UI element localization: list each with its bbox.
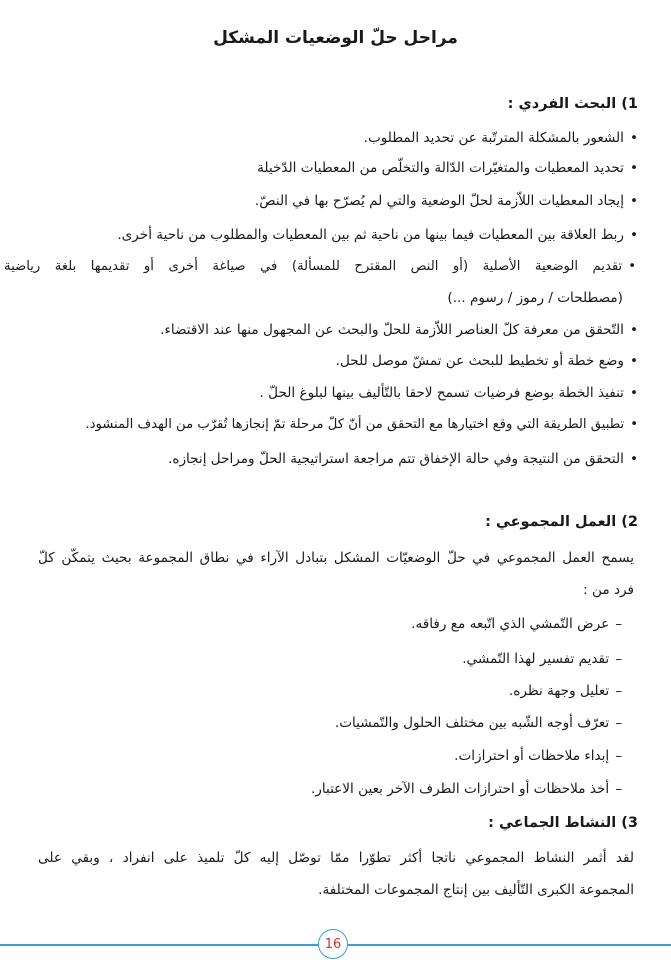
bullet-icon: • [630,417,638,432]
bullet-icon: • [628,259,636,274]
dash-list-item: –تعرّف أوجه الشّبه بين مختلف الحلول والتّمشيات. [334,715,622,731]
list-item: •وضع خطة أو تخطيط للبحث عن تمشّ موصل للحل. [335,353,638,369]
paragraph-line: فرد من : [583,582,634,598]
list-item: •التحقق من النتيجة وفي حالة الإخفاق تتم مراجعة استراتيجية الحلّ ومراحل إنجازه. [168,451,638,467]
dash-icon: – [615,715,622,731]
list-item: •الشعور بالمشكلة المترتّبة عن تحديد المطلوب. [363,130,638,146]
bullet-icon: • [629,353,638,369]
dash-list-item: –عرض التّمشي الذي اتّبعه مع رفاقه. [411,616,622,632]
paragraph-line: المجموعة الكبرى التّأليف بين إنتاج المجموعات المختلفة. [318,882,634,898]
dash-list-item: –تعليل وجهة نظره. [508,683,622,699]
list-item: •تحديد المعطيات والمتغيّرات الدّالة والتخلّص من المعطيات الدّخيلة [257,160,638,176]
list-item-continuation: (مصطلحات / رموز / رسوم ...) [447,290,623,306]
dash-icon: – [615,651,622,667]
bullet-icon: • [629,385,638,401]
dash-list-item: –أخذ ملاحظات أو احترازات الطرف الآخر بعين الاعتبار. [310,781,622,797]
list-item: •إيجاد المعطيات اللاّزمة لحلّ الوضعية والتي لم يُصرّح بها في النصّ. [254,193,638,209]
bullet-icon: • [629,160,638,176]
paragraph-line: يسمح العمل المجموعي في حلّ الوضعيّات المشكل بتبادل الآراء في نطاق المجموعة بحيث يتمكّن كلّ [38,550,634,566]
bullet-icon: • [629,193,638,209]
dash-icon: – [615,781,622,797]
dash-icon: – [615,748,622,764]
list-item: •تقديم الوضعية الأصلية (أو النص المقترح للمسألة) في صياغة أخرى أو تقديمها بلغة رياضية [4,257,636,277]
bullet-icon: • [629,451,638,467]
list-item: •تنفيذ الخطة بوضع فرضيات تسمح لاحقا بالتّأليف بينها لبلوغ الحلّ . [259,385,638,401]
section-heading-group-work: 2) العمل المجموعي : [485,514,638,530]
list-item: •ربط العلاقة بين المعطيات فيما بينها من ناحية ثم بين المعطيات والمطلوب من ناحية أخرى. [117,227,638,243]
section-heading-individual-research: 1) البحث الفردي : [507,96,638,112]
list-item: •التّحقق من معرفة كلّ العناصر اللاّزمة للحلّ والبحث عن المجهول منها عند الاقتضاء. [160,322,638,338]
bullet-icon: • [629,322,638,338]
page-title: مراحل حلّ الوضعيات المشكل [213,28,458,48]
dash-icon: – [615,683,622,699]
paragraph-line: لقد أثمر النشاط المجموعي ناتجا أكثر تطوّرا ممّا توصّل إليه كلّ تلميذ على انفراد ، وبقي على [38,850,634,866]
section-heading-collective-activity: 3) النشاط الجماعي : [488,815,638,831]
bullet-icon: • [629,227,638,243]
dash-icon: – [615,616,622,632]
page-number-badge: 16 [318,929,348,959]
dash-list-item: –تقديم تفسير لهذا التّمشي. [462,651,622,667]
list-item: •تطبيق الطريقة التي وقع اختيارها مع التحقق من أنّ كلّ مرحلة تمّ إنجازها تُقرّب من الهدف المنشود. [85,415,638,435]
bullet-icon: • [629,130,638,146]
dash-list-item: –إبداء ملاحظات أو احترازات. [454,748,622,764]
